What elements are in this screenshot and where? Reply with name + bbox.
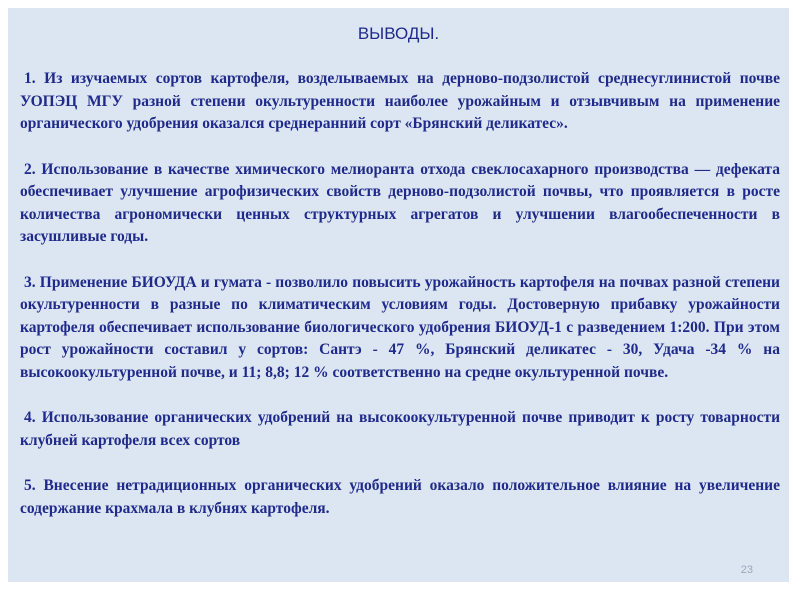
slide [8, 8, 789, 582]
conclusion-paragraph-5: 5. Внесение нетрадиционных органических удобрений оказало положительное влияние на увеличение содержание крахмала в клубнях картофеля. [20, 477, 780, 517]
page-number: 23 [740, 564, 753, 576]
slide-body [20, 68, 780, 543]
slide-title: ВЫВОДЫ. [357, 24, 440, 43]
conclusion-paragraph-1: 1. Из изучаемых сортов картофеля, возделываемых на дерново-подзолистой среднесуглинистой почве УОПЭЦ МГУ разной степени окультуренности наиболее урожайным и отзывчивым на применение органического удобрения оказался среднеранний сорт «Брянский деликатес». [20, 70, 780, 132]
conclusion-paragraph-3: 3. Применение БИОУДА и гумата - позволило повысить урожайность картофеля на почвах разной степени окультуренности в разные по климатическим условиям годы. Достоверную прибавку урожайности картофеля обеспечивает использование биологического удобрения БИОУД-1 с разведением 1:200. При этом рост урожайности составил у сортов: Сантэ - 47 %, Брянский деликатес - 30, Удача -34 % на высокоокультуренной почве, и 11; 8,8; 12 % соответственно на средне окультуренной почве. [20, 273, 780, 381]
conclusion-paragraph-2: 2. Использование в качестве химического мелиоранта отхода свеклосахарного производства — дефеката обеспечивает улучшение агрофизических свойств дерново-подзолистой почвы, что проявляется в росте количества агрономически ценных структурных агрегатов и улучшении влагообеспеченности в засушливые годы. [20, 160, 780, 245]
conclusion-paragraph-4: 4. Использование органических удобрений на высокоокультуренной почве приводит к росту товарности клубней картофеля всех сортов [20, 409, 780, 449]
